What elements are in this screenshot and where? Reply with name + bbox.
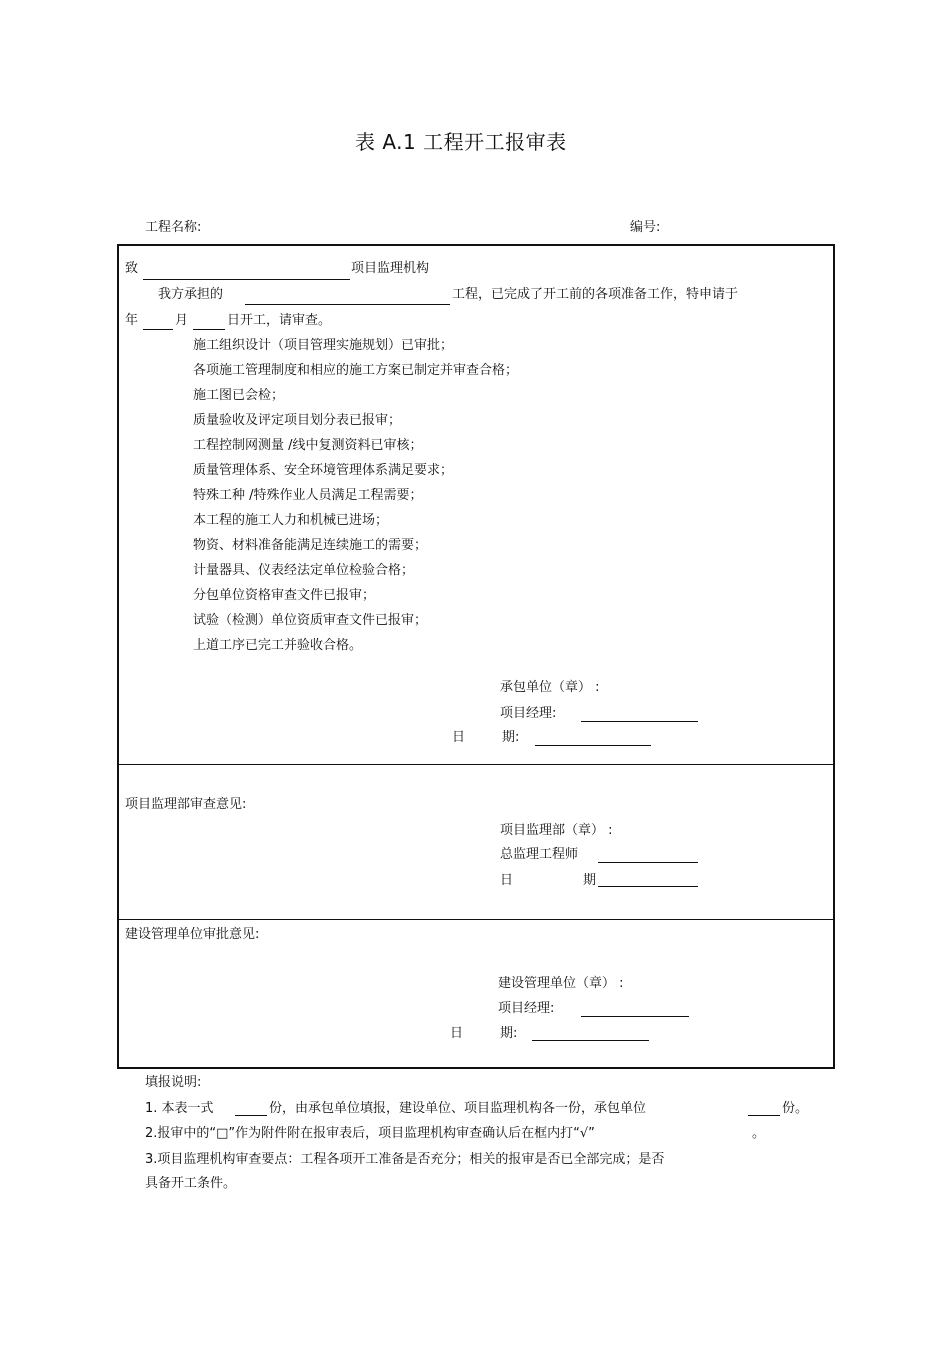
checklist-item: 工程控制网测量 /线中复测资料已审核；	[193, 438, 423, 453]
note-1c: 份。	[782, 1101, 809, 1116]
date-label-b: 期:	[502, 730, 520, 745]
checklist-item: 分包单位资格审查文件已报审；	[193, 588, 376, 603]
project-manager-blank[interactable]	[581, 1016, 689, 1017]
note-2a: 2.报审中的“□”作为附件附在报审表后，项目监理机构审查确认后在框内打“√”	[145, 1126, 595, 1141]
checklist-item: 施工组织设计（项目管理实施规划）已审批；	[193, 338, 454, 353]
checklist-item: 质量验收及评定项目划分表已报审；	[193, 413, 402, 428]
chief-engineer-blank[interactable]	[598, 862, 698, 863]
note-3-line2: 具备开工条件。	[145, 1176, 237, 1191]
day-suffix: 日开工，请审查。	[227, 313, 332, 328]
note-1a: 1. 本表一式	[145, 1101, 214, 1116]
note-3-line1: 3.项目监理机构审查要点：工程各项开工准备是否充分；相关的报审是否已全部完成；是否	[145, 1152, 665, 1167]
notes-heading: 填报说明:	[145, 1075, 202, 1090]
to-prefix: 致	[125, 261, 139, 276]
checklist-item: 计量器具、仪表经法定单位检验合格；	[193, 563, 415, 578]
checklist-item: 试验（检测）单位资质审查文件已报审；	[193, 613, 428, 628]
supervision-opinion-label: 项目监理部审查意见:	[125, 797, 247, 812]
date-label-a: 日	[450, 1026, 464, 1041]
to-suffix: 项目监理机构	[351, 261, 430, 276]
page-title: 表 A.1 工程开工报审表	[355, 130, 567, 154]
checklist-item: 本工程的施工人力和机械已进场；	[193, 513, 389, 528]
supervision-dept-seal-label: 项目监理部（章） :	[500, 823, 613, 838]
date-blank[interactable]	[532, 1040, 649, 1041]
project-manager-blank[interactable]	[581, 721, 698, 722]
checklist-item: 特殊工种 /特殊作业人员满足工程需要；	[193, 488, 423, 503]
date-blank[interactable]	[535, 745, 651, 746]
checklist-item: 质量管理体系、安全环境管理体系满足要求；	[193, 463, 454, 478]
date-label-b: 期	[583, 873, 597, 888]
month-blank[interactable]	[143, 329, 173, 330]
project-manager-label: 项目经理:	[498, 1001, 555, 1016]
checklist-item: 施工图已会检；	[193, 388, 285, 403]
supervisor-org-blank[interactable]	[143, 279, 350, 280]
project-blank[interactable]	[245, 304, 450, 305]
day-blank[interactable]	[193, 329, 225, 330]
note-2b: 。	[752, 1126, 766, 1141]
date-label-a: 日	[452, 730, 466, 745]
year-label: 年	[125, 313, 139, 328]
commitment-prefix: 我方承担的	[158, 287, 224, 302]
construction-opinion-label: 建设管理单位审批意见:	[125, 927, 260, 942]
copies-blank[interactable]	[235, 1115, 267, 1116]
section-divider-1	[119, 764, 833, 765]
checklist-item: 上道工序已完工并验收合格。	[193, 638, 363, 653]
date-label-b: 期:	[500, 1026, 518, 1041]
project-name-label: 工程名称:	[145, 220, 202, 235]
month-label: 月	[175, 313, 189, 328]
checklist-item: 物资、材料准备能满足连续施工的需要；	[193, 538, 428, 553]
contractor-seal-label: 承包单位（章） :	[500, 680, 600, 695]
number-label: 编号:	[630, 220, 661, 235]
chief-engineer-label: 总监理工程师	[500, 847, 579, 862]
note-1b: 份，由承包单位填报，建设单位、项目监理机构各一份，承包单位	[269, 1101, 647, 1116]
contractor-copies-blank[interactable]	[748, 1115, 780, 1116]
date-label-a: 日	[500, 873, 514, 888]
project-manager-label: 项目经理:	[500, 706, 557, 721]
construction-unit-seal-label: 建设管理单位（章） :	[498, 976, 624, 991]
checklist-item: 各项施工管理制度和相应的施工方案已制定并审查合格；	[193, 363, 519, 378]
section-divider-2	[119, 919, 833, 920]
date-blank[interactable]	[598, 886, 698, 887]
commitment-suffix: 工程，已完成了开工前的各项准备工作，特申请于	[452, 287, 739, 302]
